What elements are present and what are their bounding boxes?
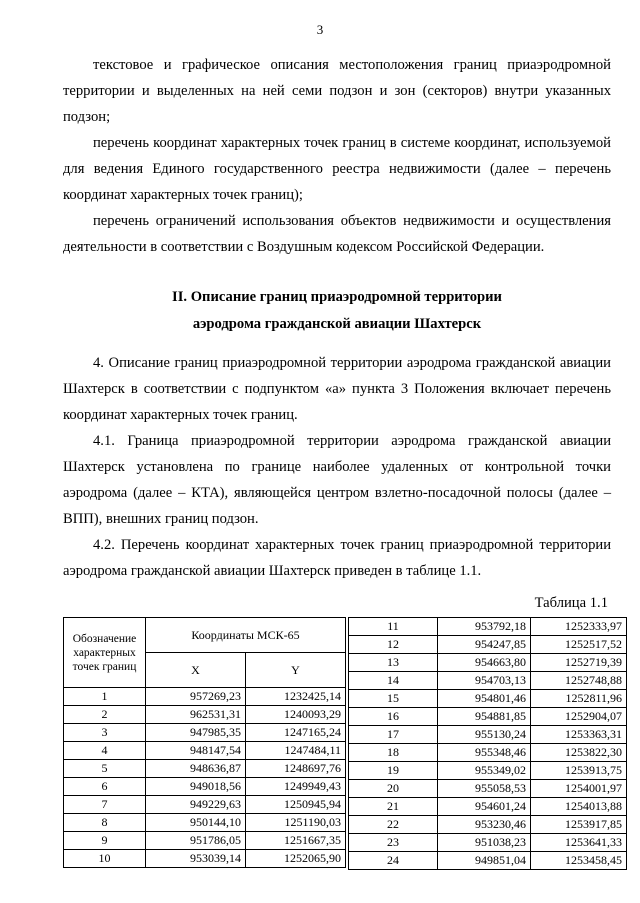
page-number: 3 [316, 22, 324, 37]
table-row [64, 778, 346, 796]
x-coordinate-cell: 955348,46 [438, 744, 531, 762]
table-row [64, 796, 346, 814]
header-y: Y [246, 653, 346, 688]
point-number-cell: 2 [64, 706, 146, 724]
table-row [349, 636, 627, 654]
y-coordinate-cell: 1254013,88 [531, 798, 627, 816]
y-coordinate-cell: 1253913,75 [531, 762, 627, 780]
x-coordinate-cell: 950144,10 [146, 814, 246, 832]
table-row [349, 744, 627, 762]
y-coordinate-cell: 1252719,39 [531, 654, 627, 672]
coordinates-table-left [63, 617, 346, 868]
x-coordinate-cell: 954663,80 [438, 654, 531, 672]
table-row [349, 654, 627, 672]
point-number-cell: 12 [349, 636, 438, 654]
point-number-cell: 18 [349, 744, 438, 762]
point-number-cell: 13 [349, 654, 438, 672]
point-number-cell: 22 [349, 816, 438, 834]
table-row [64, 832, 346, 850]
table-row [64, 688, 346, 706]
point-number-cell: 16 [349, 708, 438, 726]
table-row [64, 760, 346, 778]
header-point-designation: Обозначение характерных точек границ [64, 618, 146, 688]
table-caption: Таблица 1.1 [534, 595, 608, 611]
point-number-cell: 6 [64, 778, 146, 796]
point-number-cell: 5 [64, 760, 146, 778]
x-coordinate-cell: 962531,31 [146, 706, 246, 724]
table-row [349, 798, 627, 816]
table-row [349, 852, 627, 870]
x-coordinate-cell: 955130,24 [438, 726, 531, 744]
y-coordinate-cell: 1252517,52 [531, 636, 627, 654]
point-number-cell: 7 [64, 796, 146, 814]
y-coordinate-cell: 1252811,96 [531, 690, 627, 708]
x-coordinate-cell: 953230,46 [438, 816, 531, 834]
section-heading-line2: аэродрома гражданской авиации Шахтерск [192, 316, 482, 332]
point-number-cell: 8 [64, 814, 146, 832]
table-row [349, 762, 627, 780]
table-row [64, 724, 346, 742]
y-coordinate-cell: 1232425,14 [246, 688, 346, 706]
table-row [349, 816, 627, 834]
paragraph-description-item: текстовое и графическое описания местоположения границ приаэродромной территории и выделенных на ней семи подзон и зон (секторов) внутри указанных подзон; [63, 57, 611, 125]
table-row [349, 834, 627, 852]
y-coordinate-cell: 1250945,94 [246, 796, 346, 814]
y-coordinate-cell: 1247484,11 [246, 742, 346, 760]
point-number-cell: 20 [349, 780, 438, 798]
y-coordinate-cell: 1249949,43 [246, 778, 346, 796]
point-number-cell: 4 [64, 742, 146, 760]
y-coordinate-cell: 1253917,85 [531, 816, 627, 834]
point-number-cell: 14 [349, 672, 438, 690]
paragraph-restrictions-item: перечень ограничений использования объектов недвижимости и осуществления деятельности в соответствии с Воздушным кодексом Российской Федерации. [63, 213, 611, 255]
y-coordinate-cell: 1253822,30 [531, 744, 627, 762]
table-row [349, 726, 627, 744]
y-coordinate-cell: 1251667,35 [246, 832, 346, 850]
point-number-cell: 24 [349, 852, 438, 870]
x-coordinate-cell: 954247,85 [438, 636, 531, 654]
point-number-cell: 21 [349, 798, 438, 816]
table-row [64, 742, 346, 760]
y-coordinate-cell: 1254001,97 [531, 780, 627, 798]
x-coordinate-cell: 949229,63 [146, 796, 246, 814]
y-coordinate-cell: 1248697,76 [246, 760, 346, 778]
table-row [349, 672, 627, 690]
x-coordinate-cell: 954703,13 [438, 672, 531, 690]
x-coordinate-cell: 954881,85 [438, 708, 531, 726]
y-coordinate-cell: 1252065,90 [246, 850, 346, 868]
y-coordinate-cell: 1253458,45 [531, 852, 627, 870]
x-coordinate-cell: 955058,53 [438, 780, 531, 798]
point-number-cell: 10 [64, 850, 146, 868]
x-coordinate-cell: 954601,24 [438, 798, 531, 816]
x-coordinate-cell: 955349,02 [438, 762, 531, 780]
x-coordinate-cell: 951038,23 [438, 834, 531, 852]
point-number-cell: 19 [349, 762, 438, 780]
coordinates-table-right [348, 617, 627, 870]
y-coordinate-cell: 1247165,24 [246, 724, 346, 742]
y-coordinate-cell: 1252904,07 [531, 708, 627, 726]
y-coordinate-cell: 1253641,33 [531, 834, 627, 852]
y-coordinate-cell: 1252333,97 [531, 618, 627, 636]
section-heading-line1: II. Описание границ приаэродромной территории [172, 289, 502, 305]
table-row [349, 618, 627, 636]
paragraph-coordinates-item: перечень координат характерных точек границ в системе координат, используемой для ведения Единого государственного реестра недвижимости (далее – перечень координат характерных точек границ); [63, 135, 611, 203]
x-coordinate-cell: 949018,56 [146, 778, 246, 796]
intro-list [63, 52, 611, 260]
point-number-cell: 3 [64, 724, 146, 742]
x-coordinate-cell: 957269,23 [146, 688, 246, 706]
x-coordinate-cell: 954801,46 [438, 690, 531, 708]
x-coordinate-cell: 951786,05 [146, 832, 246, 850]
paragraph-4-1: 4.1. Граница приаэродромной территории аэродрома гражданской авиации Шахтерск установлена по границе наиболее удаленных от контрольной точки аэродрома (далее – КТА), являющейся центром взлетно-посадочной полосы (далее – ВПП), внешних границ подзон. [63, 433, 611, 527]
x-coordinate-cell: 953792,18 [438, 618, 531, 636]
table-row [349, 690, 627, 708]
x-coordinate-cell: 948636,87 [146, 760, 246, 778]
paragraph-4-2: 4.2. Перечень координат характерных точек границ приаэродромной территории аэродрома гражданской авиации Шахтерск приведен в таблице 1.1. [63, 537, 611, 579]
x-coordinate-cell: 953039,14 [146, 850, 246, 868]
point-number-cell: 23 [349, 834, 438, 852]
y-coordinate-cell: 1252748,88 [531, 672, 627, 690]
y-coordinate-cell: 1240093,29 [246, 706, 346, 724]
y-coordinate-cell: 1253363,31 [531, 726, 627, 744]
table-row [64, 706, 346, 724]
y-coordinate-cell: 1251190,03 [246, 814, 346, 832]
x-coordinate-cell: 948147,54 [146, 742, 246, 760]
point-number-cell: 1 [64, 688, 146, 706]
table-row [349, 708, 627, 726]
header-x: X [146, 653, 246, 688]
paragraph-4: 4. Описание границ приаэродромной территории аэродрома гражданской авиации Шахтерск в соответствии с подпунктом «а» пункта 3 Положения включает перечень координат характерных точек границ. [63, 355, 611, 423]
x-coordinate-cell: 949851,04 [438, 852, 531, 870]
point-number-cell: 15 [349, 690, 438, 708]
table-row [349, 780, 627, 798]
table-row [64, 850, 346, 868]
point-number-cell: 17 [349, 726, 438, 744]
header-coordinates: Координаты МСК-65 [146, 618, 346, 653]
point-number-cell: 11 [349, 618, 438, 636]
table-row [64, 814, 346, 832]
point-number-cell: 9 [64, 832, 146, 850]
section-body [63, 350, 611, 584]
x-coordinate-cell: 947985,35 [146, 724, 246, 742]
